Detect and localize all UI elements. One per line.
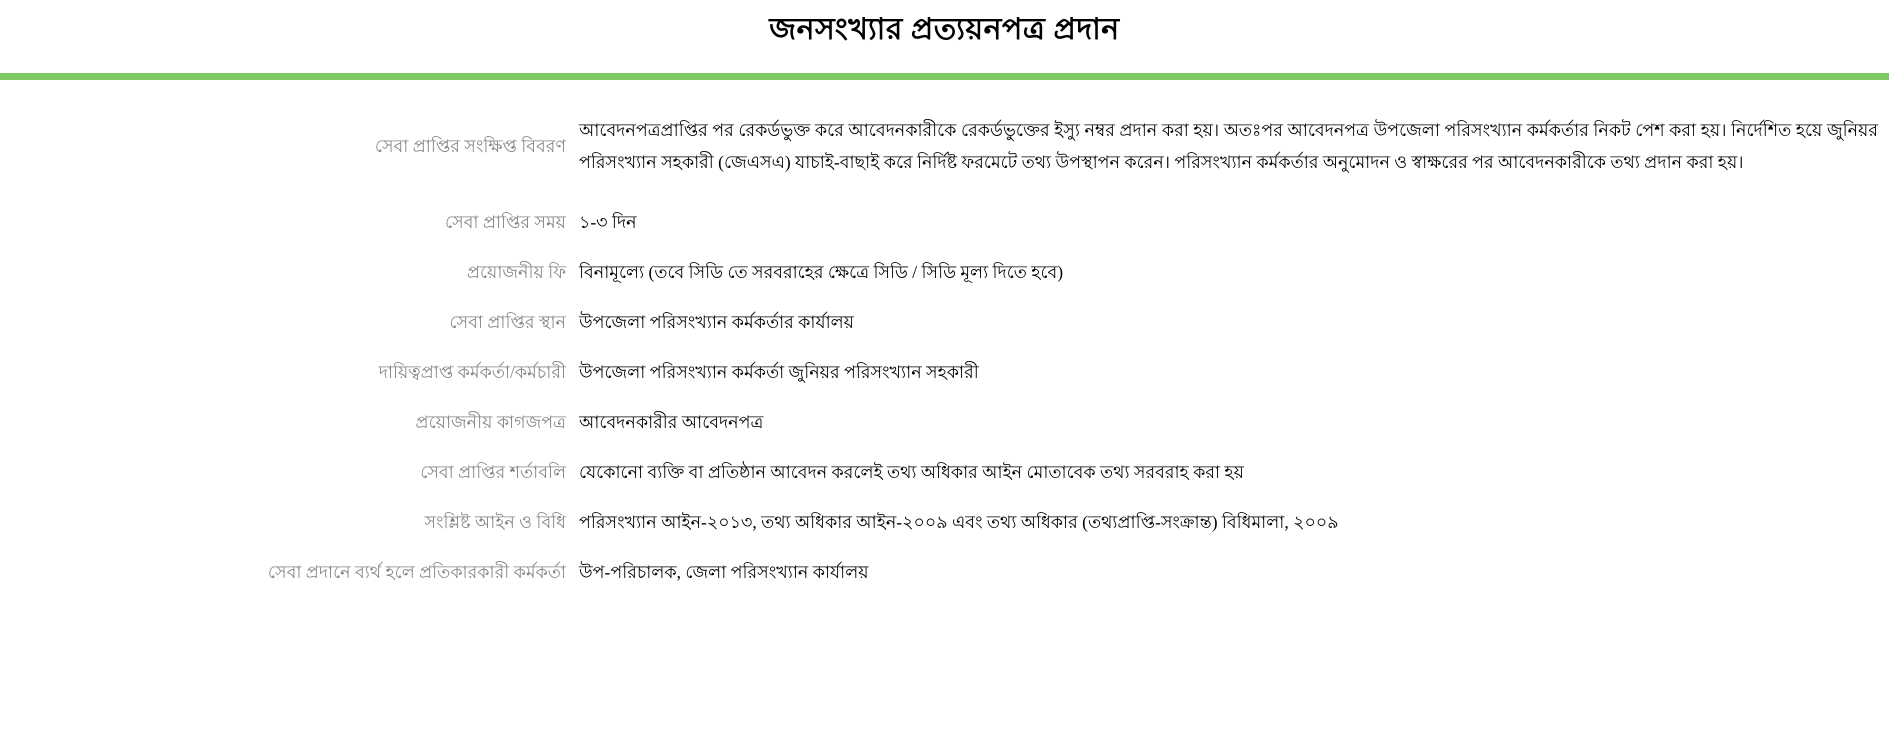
row-label-service-description: সেবা প্রাপ্তির সংক্ষিপ্ত বিবরণ [374,136,566,156]
row-label-service-place: সেবা প্রাপ্তির স্থান [449,312,566,332]
table-row [0,556,1878,588]
table-row [0,114,1878,178]
row-value-related-laws: পরিসংখ্যান আইন-২০১৩, তথ্য অধিকার আইন-২০০৯ এবং তথ্য অধিকার (তথ্যপ্রাপ্তি-সংক্রান্ত) বিধিমালা, ২০০৯ [579,512,1339,532]
table-row [0,306,1878,338]
row-value-responsible-officer: উপজেলা পরিসংখ্যান কর্মকর্তা জুনিয়র পরিসংখ্যান সহকারী [579,362,979,382]
table-row [0,356,1878,388]
row-value-required-documents: আবেদনকারীর আবেদনপত্র [579,412,764,432]
row-label-related-laws: সংশ্লিষ্ট আইন ও বিধি [424,512,566,532]
row-value-service-time: ১-৩ দিন [579,212,637,232]
row-value-required-fee: বিনামূল্যে (তবে সিডি তে সরবরাহের ক্ষেত্রে সিডি / সিডি মূল্য দিতে হবে) [579,262,1064,282]
row-label-required-documents: প্রয়োজনীয় কাগজপত্র [415,412,566,432]
row-value-remedy-officer: উপ-পরিচালক, জেলা পরিসংখ্যান কার্যালয় [579,562,869,582]
row-value-service-place: উপজেলা পরিসংখ্যান কর্মকর্তার কার্যালয় [579,312,854,332]
green-divider [0,73,1889,80]
row-value-service-conditions: যেকোনো ব্যক্তি বা প্রতিষ্ঠান আবেদন করলেই তথ্য অধিকার আইন মোতাবেক তথ্য সরবরাহ করা হয় [579,462,1244,482]
table-row [0,506,1878,538]
page-title: জনসংখ্যার প্রত্যয়নপত্র প্রদান [769,13,1120,46]
row-label-service-conditions: সেবা প্রাপ্তির শর্তাবলি [420,462,566,482]
row-label-service-time: সেবা প্রাপ্তির সময় [445,212,566,232]
table-row [0,256,1878,288]
table-row [0,456,1878,488]
service-details-table [0,80,1889,588]
row-value-service-description: আবেদনপত্রপ্রাপ্তির পর রেকর্ডভুক্ত করে আবেদনকারীকে রেকর্ডভুক্তের ইস্যু নম্বর প্রদান করা হয়। অতঃপর আবেদনপত্র উপজেলা পরিসংখ্যান কর্মকর্তার নিকট পেশ করা হয়। নির্দেশিত হয়ে জুনিয়র পরিসংখ্যান সহকারী (জেএসএ) যাচাই-বাছাই করে নির্দিষ্ট ফরমেটে তথ্য উপস্থাপন করেন। পরিসংখ্যান কর্মকর্তার অনুমোদন ও স্বাক্ষরের পর আবেদনকারীকে তথ্য প্রদান করা হয়। [579,120,1878,172]
row-label-required-fee: প্রয়োজনীয় ফি [466,262,566,282]
row-label-responsible-officer: দায়িত্বপ্রাপ্ত কর্মকর্তা/কর্মচারী [378,362,566,382]
row-label-remedy-officer: সেবা প্রদানে ব্যর্থ হলে প্রতিকারকারী কর্মকর্তা [267,562,566,582]
table-row [0,206,1878,238]
table-row [0,406,1878,438]
